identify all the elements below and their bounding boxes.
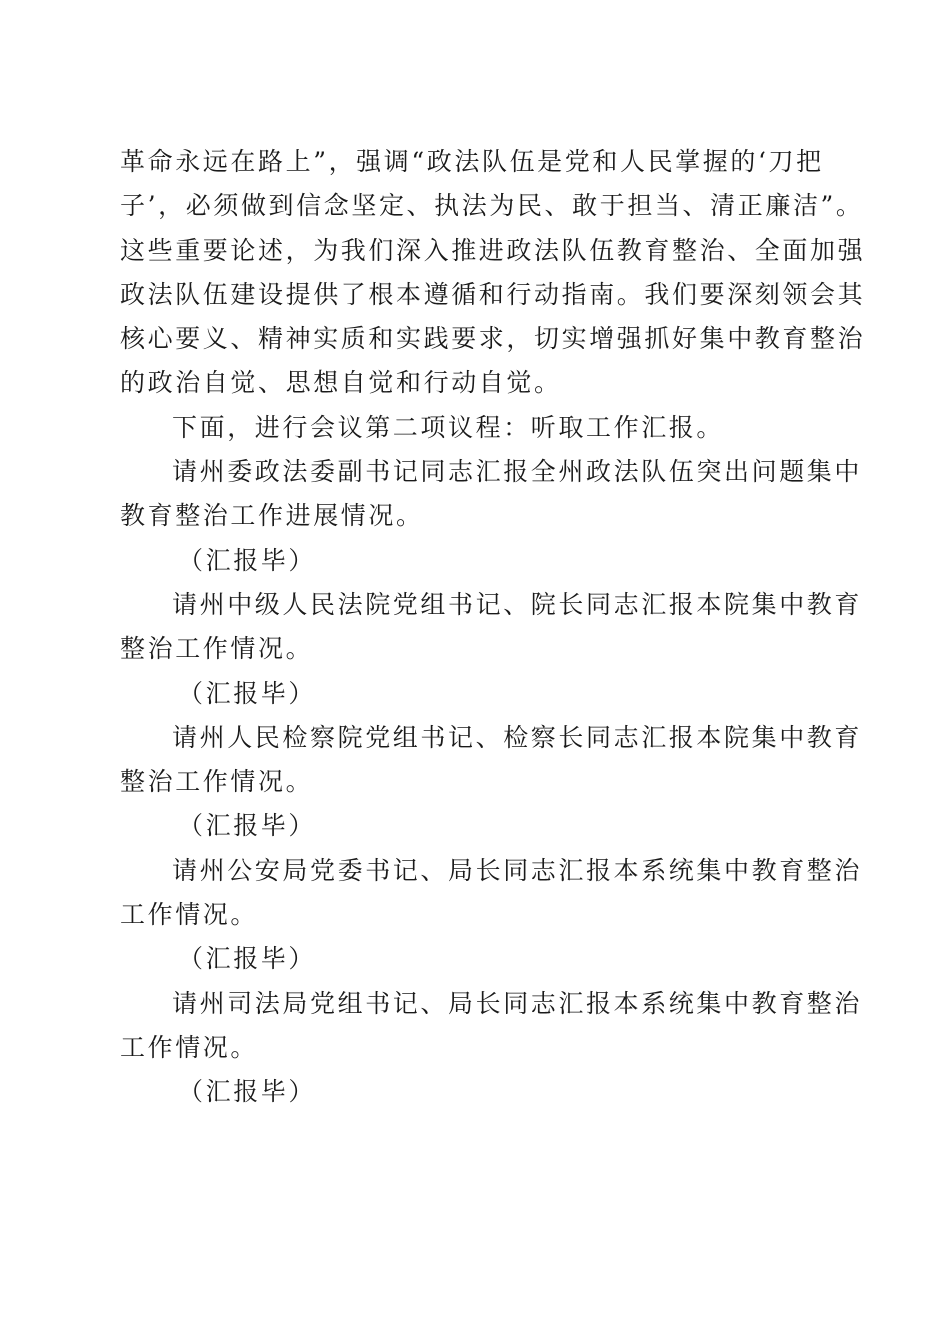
report-complete-note: （汇报毕） — [178, 944, 317, 974]
text-line: 的政治自觉、思想自觉和行动自觉。 — [120, 368, 562, 398]
report-complete-note: （汇报毕） — [178, 1077, 317, 1107]
text-line: 革命永远在路上”，强调“政法队伍是党和人民掌握的‘刀把 — [120, 147, 824, 176]
text-line: 政法队伍建设提供了根本遵循和行动指南。我们要深刻领会其 — [120, 279, 866, 309]
text-line: 请州委政法委副书记同志汇报全州政法队伍突出问题集中 — [172, 457, 863, 487]
text-line: 这些重要论述，为我们深入推进政法队伍教育整治、全面加强 — [120, 235, 866, 265]
text-line: 核心要义、精神实质和实践要求，切实增强抓好集中教育整治 — [120, 324, 866, 354]
text-line: 请州公安局党委书记、局长同志汇报本系统集中教育整治 — [172, 855, 863, 885]
text-line: 请州人民检察院党组书记、检察长同志汇报本院集中教育 — [172, 722, 863, 752]
text-line: 工作情况。 — [120, 1032, 259, 1062]
text-line: 请州中级人民法院党组书记、院长同志汇报本院集中教育 — [172, 589, 863, 619]
text-line: 子’，必须做到信念坚定、执法为民、敢于担当、清正廉洁”。 — [120, 191, 864, 221]
text-line: 教育整治工作进展情况。 — [120, 501, 424, 531]
text-line: 工作情况。 — [120, 900, 259, 930]
report-complete-note: （汇报毕） — [178, 545, 317, 575]
body-text — [120, 140, 866, 1115]
text-line: 整治工作情况。 — [120, 634, 314, 664]
report-complete-note: （汇报毕） — [178, 811, 317, 841]
text-line: 请州司法局党组书记、局长同志汇报本系统集中教育整治 — [172, 988, 863, 1018]
report-complete-note: （汇报毕） — [178, 678, 317, 708]
text-line: 下面，进行会议第二项议程：听取工作汇报。 — [172, 412, 725, 442]
text-line: 整治工作情况。 — [120, 767, 314, 797]
